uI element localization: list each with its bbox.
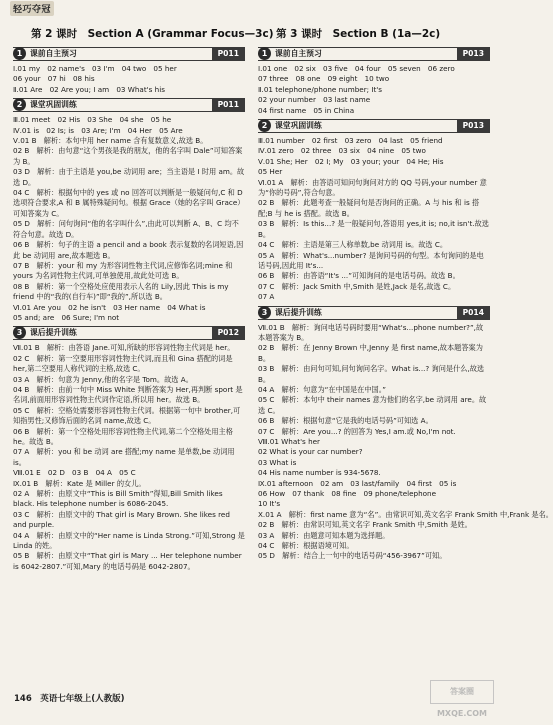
section-title: 课后提升训练	[275, 307, 322, 317]
answer-line: 05 A 解析：What's...number? 是询问号码的句型。本句询问的是电话号码,因此用 It's...	[258, 250, 484, 270]
answer-line: 10 It's	[258, 499, 281, 509]
answer-line: 04 A 解析：由原文中的“Her name is Linda Strong.”可知,Strong 是 Linda 的姓。	[13, 530, 245, 551]
answer-line: Ⅸ.01 afternoon 02 am 03 last/family 04 first 05 is	[258, 478, 457, 488]
answer-line: 07 three 08 one 09 eight 10 two	[258, 74, 390, 84]
answer-line: 06 your 07 hi 08 his	[13, 74, 95, 84]
section-title: 课前自主预习	[275, 49, 322, 58]
section-header-homework-right	[258, 306, 490, 320]
answer-line: 02 What is your car number?	[258, 447, 363, 457]
answer-line: 04 C 解析：根据句中的 yes 或 no 回答可以判断是一般疑问句,C 和 D 选项符合要求,A 和 B 属特殊疑问句。根据 Grace（她的名字叫 Grace）可知答案为 C。	[13, 188, 245, 218]
answer-line: Ⅸ.01 B 解析：Kate 是 Miller 的女儿。	[13, 478, 146, 488]
page-ref: P011	[212, 48, 245, 60]
section-number: 2	[258, 119, 271, 132]
answer-line: 03 B 解析：由问句可知,问句询问名字。What is...? 询问是什么,故选 B。	[258, 364, 485, 384]
section-title: 课后提升训练	[30, 328, 77, 338]
answer-line: 03 C 解析：由原文中的 That girl is Mary Brown. She likes red and purple.	[13, 509, 230, 530]
page-ref: P014	[457, 307, 490, 319]
answer-line: Ⅱ.01 Are 02 Are you; I am 03 What's his	[13, 84, 165, 94]
page-header	[0, 0, 500, 14]
answer-line: 04 A 解析：句意为“在中国是在中国。”	[258, 384, 387, 394]
answer-line: 06 How 07 thank 08 fine 09 phone/telephone	[258, 489, 437, 499]
answer-line: Ⅱ.01 telephone/phone number; It's	[258, 84, 383, 94]
answer-line: Ⅷ.01 E 02 D 03 B 04 A 05 C	[13, 468, 136, 478]
answer-line: 04 B 解析：由前一句中 Miss White 判断答案为 Her,再判断 sport 是名词,前面用形容词性物主代词作定语,所以用 her。故选 B。	[13, 384, 243, 405]
answer-line: Ⅰ.01 one 02 six 03 five 04 four 05 seven 06 zero	[258, 64, 455, 73]
page-ref: P012	[212, 327, 245, 339]
page-ref: P013	[457, 120, 490, 132]
section-header-preview-right	[258, 47, 490, 61]
section-number: 1	[13, 47, 26, 60]
answer-line: 03 A 解析：句意为 Jenny,他的名字是 Tom。故选 A。	[13, 374, 193, 384]
section-header-preview-left	[13, 47, 245, 61]
lesson-title-left: 第 2 课时 Section A (Grammar Focus—3c)	[31, 28, 274, 40]
answer-line: Ⅷ.01 What's her	[258, 437, 321, 446]
section-number: 3	[13, 326, 26, 339]
answer-line: 05 D 解析：问句询问“他的名字叫什么”,由此可以判断 A、B、C 均不符合句意。故选 D。	[13, 219, 239, 239]
answer-line: 02 A 解析：由原文中“This is Bill Smith”得知,Bill Smith likes black. His telephone number is 6086-2045.	[13, 489, 223, 509]
answer-line: Ⅵ.01 Are you 02 he isn't 03 Her name 04 What is	[13, 302, 206, 312]
section-header-classwork-left	[13, 98, 245, 112]
answer-line: 03 D 解析：由于主语是 you,be 动词用 are；当主语是 I 时用 am。故选 D。	[13, 167, 245, 187]
answer-line: Ⅴ.01 She; Her 02 I; My 03 your; your 04 He; His	[258, 156, 444, 166]
section-number: 2	[13, 98, 26, 111]
answer-line: 02 your number 03 last name	[258, 95, 371, 105]
page-footer: 146 英语七年级上(人教版)	[14, 694, 125, 704]
answer-line: 07 A 解析：you 和 be 动词 are 搭配;my name 是单数,be 动词用 is。	[13, 447, 235, 467]
answer-line: 07 C 解析：Jack Smith 中,Smith 是姓,Jack 是名,故选 C。	[258, 281, 456, 291]
answer-line: 08 B 解析：第一个空格处应使用表示人名的 Lily,因此 This is my friend 中的“我的(自行车)”即“我的”,所以选 B。	[13, 281, 229, 302]
watermark-logo: 答案圈 MXQE.COM	[430, 680, 494, 704]
answer-line: Ⅴ.01 B 解析：本句中用 her name 含有复数意义,故选 B。	[13, 136, 208, 146]
answer-line: 06 B 解析：由答语“It's ...”可知询问的是电话号码。故选 B。	[258, 271, 460, 281]
answer-line: 03 A 解析：由题意可知本题为选择题。	[258, 530, 390, 540]
section-number: 1	[258, 47, 271, 60]
answer-line: Ⅶ.01 B 解析：询问电话号码时要用“What's...phone number?”,故本题答案为 B。	[258, 322, 484, 342]
lesson-title-right: 第 3 课时 Section B (1a—2c)	[276, 28, 441, 40]
answer-line: 02 B 解析：在 Jenny Brown 中,Jenny 是 first name,故本题答案为 B。	[258, 343, 483, 363]
answer-line: 05 Her	[258, 167, 283, 177]
answer-line: 02 B 解析：由常识可知,英文名字 Frank Smith 中,Smith 是姓。	[258, 520, 472, 530]
answer-line: 07 B 解析：your 和 my 为形容词性物主代词,应修饰名词;mine 和 yours 为名词性物主代词,可单独使用,故此处可选 B。	[13, 260, 233, 281]
answer-line: 04 C 解析：根据语境可知。	[258, 541, 354, 551]
answer-line: Ⅳ.01 is 02 Is; is 03 Are; I'm 04 Her 05 Are	[13, 125, 183, 135]
answer-line: 05 B 解析：由原文中“That girl is Mary ... Her telephone number is 6042-2807.”可知,Mary 的电话号码是 6042-2807。	[13, 551, 242, 571]
section-header-classwork-right	[258, 119, 490, 133]
answer-line: 04 His name number is 934-5678.	[258, 468, 381, 478]
answer-line: 04 C 解析：主语是第三人称单数,be 动词用 is。故选 C。	[258, 240, 448, 250]
section-title: 课前自主预习	[30, 49, 77, 58]
answer-line: Ⅳ.01 zero 02 three 03 six 04 nine 05 two	[258, 146, 426, 156]
answer-line: 02 B 解析：由句意“这个男孩是我的朋友，他的名字叫 Dale”可知答案为 B。	[13, 146, 243, 166]
answer-line: 02 C 解析：第一空要用形容词性物主代词,而且和 Gina 搭配的词是 her,第二空要用人称代词的主格,故选 C。	[13, 353, 233, 374]
section-number: 3	[258, 306, 271, 319]
answer-line: 06 B 解析：第一个空格处用形容词性物主代词,第二个空格处用主格 he。故选 B。	[13, 426, 233, 446]
answer-line: 07 A	[258, 292, 275, 302]
right-column	[258, 26, 553, 562]
answer-line: 06 B 解析：根据句意“它是我的电话号码”可知选 A。	[258, 416, 433, 426]
answer-line: 05 D 解析：结合上一句中的电话号码“456-3967”可知。	[258, 551, 447, 561]
answer-line: Ⅲ.01 number 02 first 03 zero 04 last 05 friend	[258, 136, 443, 146]
answer-line: 05 and; are 06 Sure; I'm not	[13, 312, 120, 322]
section-title: 课堂巩固训练	[275, 121, 322, 131]
answer-line: 03 What is	[258, 457, 297, 467]
answer-line: 07 C 解析：Are you...? 的回答为 Yes,I am.或 No,I'm not.	[258, 426, 456, 436]
answer-line: Ⅶ.01 B 解析：由答语 Jane.可知,所缺的形容词性物主代词是 her。	[13, 343, 235, 353]
answer-line: Ⅹ.01 A 解析：first name 意为“名”。由常识可知,英文名字 Frank Smith 中,Frank 是名。	[258, 509, 553, 519]
page-ref: P013	[457, 48, 490, 60]
answer-line: 03 B 解析：Is this...? 是一般疑问句,答语用 yes,it is; no,it isn't.故选 B。	[258, 219, 489, 239]
page-ref: P011	[212, 99, 245, 111]
answer-line: 02 B 解析：此题考查一般疑问句是否询问的正确。A 与 his 和 is 搭配;B 与 he is 搭配。故选 B。	[258, 198, 480, 218]
answer-line: 05 C 解析：空格处需要形容词性物主代词。根据第一句中 brother,可知指男性;又修饰后面的名词 name,故选 C。	[13, 405, 241, 426]
answer-line: Ⅰ.01 my 02 name's 03 I'm 04 two 05 her	[13, 64, 177, 73]
answer-line: 04 first name 05 in China	[258, 105, 355, 115]
answer-line: Ⅵ.01 A 解析：由答语可知问句询问对方的 QQ 号码,your number 意为“你的号码”,符合句意。	[258, 177, 487, 198]
section-header-homework-left	[13, 326, 245, 340]
answer-line: Ⅲ.01 meet 02 His 03 She 04 she 05 he	[13, 115, 172, 125]
section-title: 课堂巩固训练	[30, 100, 77, 110]
publisher-logo: 轻巧夺冠	[10, 1, 54, 16]
answer-line: 06 B 解析：句子的主语 a pencil and a book 表示复数的名词短语,因此 be 动词用 are,故本题选 B。	[13, 240, 244, 260]
answer-line: 05 C 解析：本句中 their names 意为他们的名字,be 动词用 are。故选 C。	[258, 395, 487, 415]
